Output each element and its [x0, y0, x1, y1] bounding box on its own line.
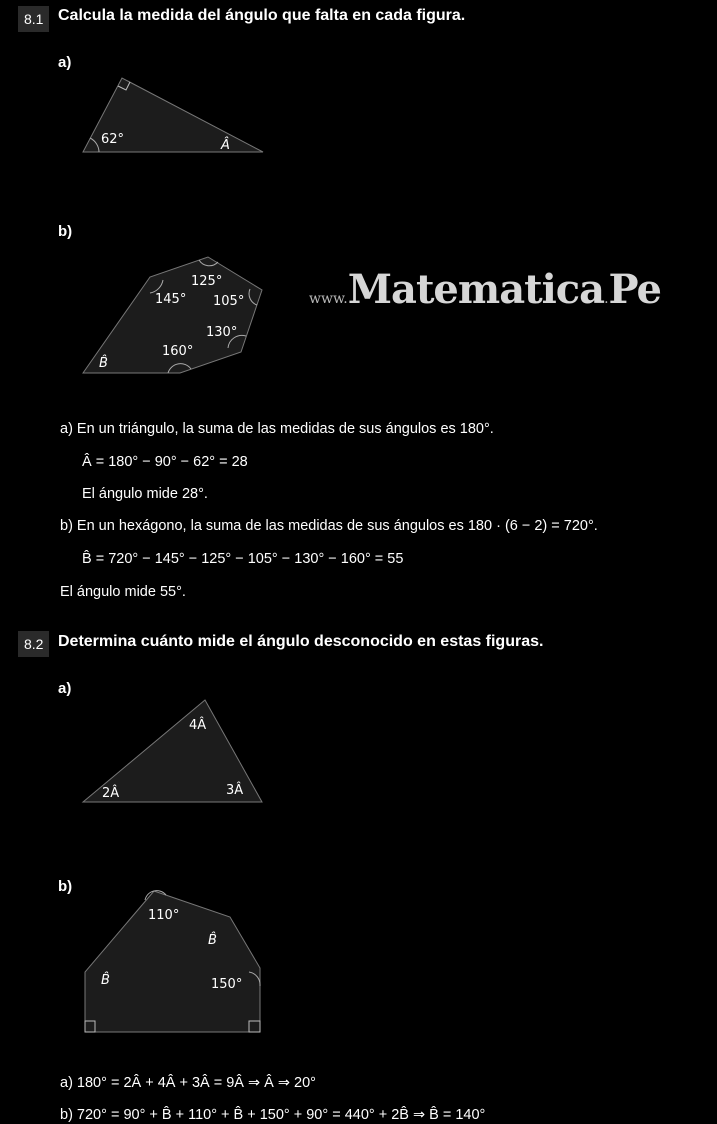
angle-label-105: 105°	[213, 294, 245, 309]
exercise-title-8-1: Calcula la medida del ángulo que falta en cada figura.	[58, 7, 466, 24]
exercise-title-8-2: Determina cuánto mide el ángulo desconocido en estas figuras.	[58, 633, 544, 650]
angle-label-110: 110°	[148, 908, 180, 923]
angle-label-150: 150°	[211, 977, 243, 992]
figure-triangle-8-1a	[83, 78, 263, 153]
solution-line: a) En un triángulo, la suma de las medidas de sus ángulos es 180°.	[60, 421, 494, 437]
angle-label-3A: 3Â	[226, 783, 244, 798]
part-label-b: b)	[58, 223, 73, 240]
angle-label-130: 130°	[206, 325, 238, 340]
solution-line: El ángulo mide 28°.	[82, 486, 208, 502]
watermark	[309, 266, 661, 313]
exercise-number-8-1: 8.1	[18, 6, 49, 32]
angle-label-4A: 4Â	[189, 718, 207, 733]
figure-hexagon-8-1b	[83, 257, 262, 373]
angle-label-A: Â	[221, 138, 230, 153]
angle-label-2A: 2Â	[102, 786, 120, 801]
solution-line: a) 180° = 2Â + 4Â + 3Â = 9Â ⇒ Â ⇒ 20°	[60, 1075, 316, 1091]
watermark-suffix: Pe	[608, 266, 661, 313]
angle-label-125: 125°	[191, 274, 223, 289]
part-label-a: a)	[58, 680, 72, 697]
angle-label-B: B̂	[99, 356, 108, 371]
figure-triangle-8-2a	[83, 700, 262, 802]
part-label-a: a)	[58, 54, 72, 71]
angle-label-160: 160°	[162, 344, 194, 359]
solution-line: B̂ = 720° − 145° − 125° − 105° − 130° − 160° = 55	[82, 551, 404, 567]
solution-line: Â = 180° − 90° − 62° = 28	[82, 454, 248, 470]
angle-label-62: 62°	[101, 132, 125, 147]
angle-label-B-left: B̂	[101, 973, 110, 988]
part-label-b: b)	[58, 878, 73, 895]
watermark-dot: .	[604, 291, 609, 307]
watermark-name: Matematica	[347, 266, 605, 313]
angle-label-B-right: B̂	[208, 933, 217, 948]
angle-label-145: 145°	[155, 292, 187, 307]
solution-line: El ángulo mide 55°.	[60, 584, 186, 600]
solution-line: b) 720° = 90° + B̂ + 110° + B̂ + 150° + 90° = 440° + 2B̂ ⇒ B̂ = 140°	[60, 1107, 486, 1123]
watermark-prefix: www.	[309, 291, 348, 307]
solution-line: b) En un hexágono, la suma de las medidas de sus ángulos es 180 · (6 − 2) = 720°.	[60, 518, 598, 534]
exercise-number-8-2: 8.2	[18, 631, 49, 657]
figure-pentagon-8-2b	[85, 891, 260, 1032]
